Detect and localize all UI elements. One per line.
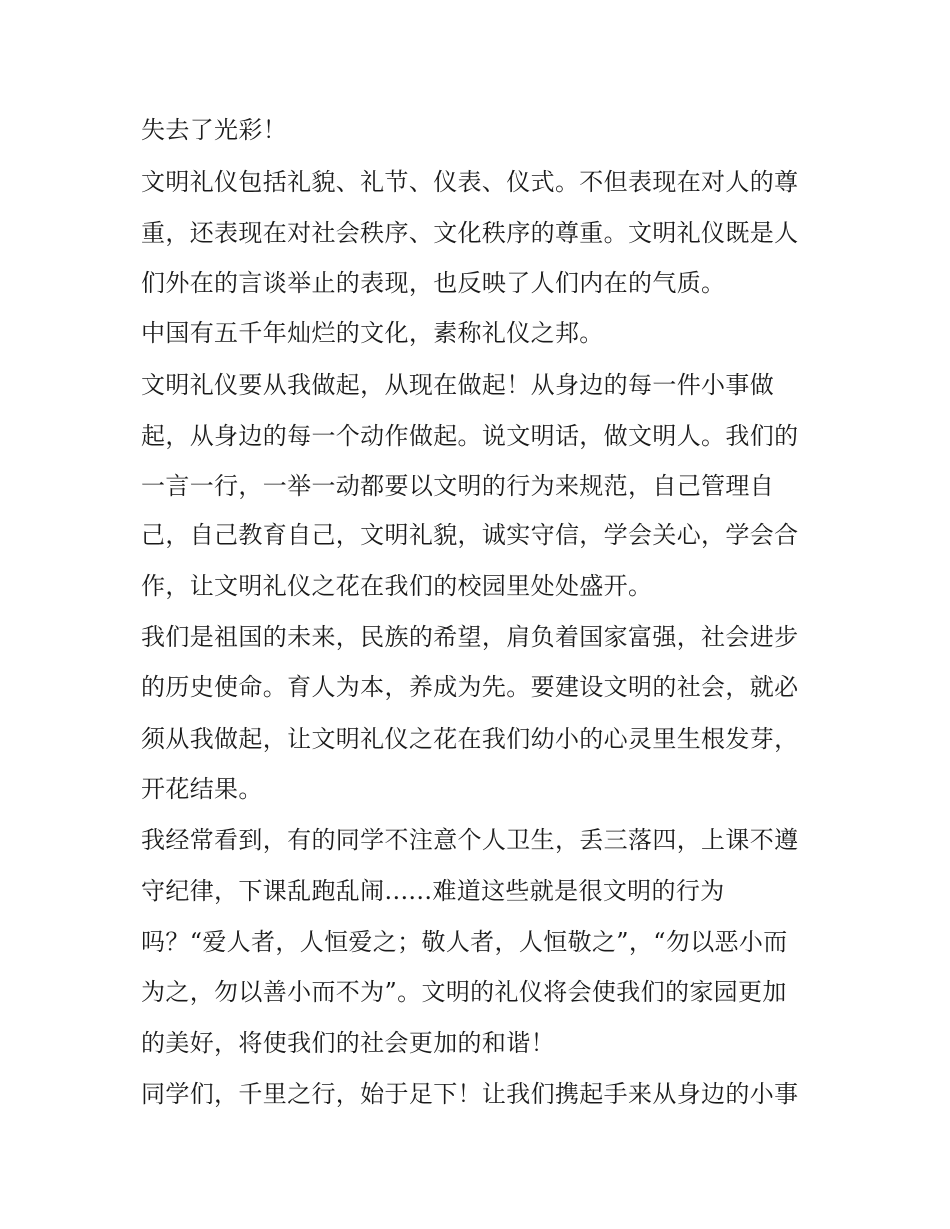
text-line: 中国有五千年灿烂的文化，素称礼仪之邦。: [141, 319, 604, 347]
text-line: 开花结果。: [141, 775, 263, 803]
text-line: 我们是祖国的未来，民族的希望，肩负着国家富强，社会进步: [141, 623, 799, 651]
text-line: 文明礼仪要从我做起，从现在做起！从身边的每一件小事做: [141, 371, 775, 399]
text-line: 我经常看到，有的同学不注意个人卫生，丢三落四，上课不遵: [141, 826, 799, 854]
text-line: 们外在的言谈举止的表现，也反映了人们内在的气质。: [141, 269, 726, 297]
text-line: 吗？“爱人者，人恒爱之；敬人者，人恒敬之”，“勿以恶小而: [141, 928, 788, 956]
text-line: 失去了光彩！: [141, 116, 288, 144]
text-line: 守纪律，下课乱跑乱闹......难道这些就是很文明的行为: [141, 877, 725, 905]
text-line: 同学们，千里之行，始于足下！让我们携起手来从身边的小事: [141, 1080, 799, 1108]
text-line: 的历史使命。育人为本，养成为先。要建设文明的社会，就必: [141, 673, 799, 701]
text-line: 作，让文明礼仪之花在我们的校园里处处盛开。: [141, 572, 653, 600]
text-line: 须从我做起，让文明礼仪之花在我们幼小的心灵里生根发芽，: [141, 725, 799, 753]
text-line: 文明礼仪包括礼貌、礼节、仪表、仪式。不但表现在对人的尊: [141, 168, 799, 196]
text-line: 的美好，将使我们的社会更加的和谐！: [141, 1029, 555, 1057]
text-line: 一言一行，一举一动都要以文明的行为来规范，自己管理自: [141, 472, 775, 500]
text-line: 己，自己教育自己，文明礼貌，诚实守信，学会关心，学会合: [141, 521, 799, 549]
text-line: 起，从身边的每一个动作做起。说文明话，做文明人。我们的: [141, 422, 799, 450]
text-line: 为之，勿以善小而不为”。文明的礼仪将会使我们的家园更加: [141, 978, 787, 1006]
text-line: 重，还表现在对社会秩序、文化秩序的尊重。文明礼仪既是人: [141, 219, 799, 247]
